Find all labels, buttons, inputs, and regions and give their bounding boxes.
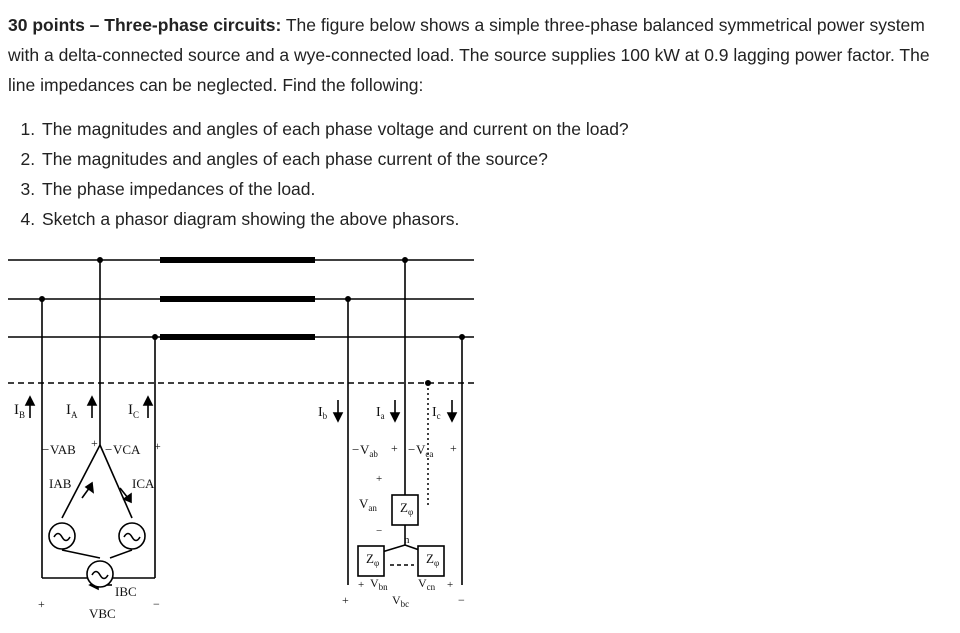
- source-branch-b-low: [62, 550, 100, 558]
- problem-points: 30 points – Three-phase circuits:: [8, 15, 282, 35]
- label-Zc: $Z_\varphi$: [426, 551, 440, 568]
- junction-dot: [97, 257, 103, 263]
- problem-statement: [8, 10, 954, 100]
- junction-dot: [402, 257, 408, 263]
- sign-plus: +: [91, 436, 98, 450]
- arrowhead: [144, 397, 152, 405]
- problem-text: [8, 10, 954, 234]
- circuit-figure: [0, 240, 480, 633]
- sign-plus: +: [38, 597, 45, 611]
- sign-plus: +: [358, 579, 365, 591]
- label-Zb: $Z_\varphi$: [366, 551, 380, 568]
- sign-plus: +: [154, 439, 161, 453]
- source-branch-c-low: [110, 550, 132, 558]
- label-VBC: VBC: [89, 606, 116, 621]
- sign-plus: +: [447, 579, 454, 591]
- junction-dot: [345, 296, 351, 302]
- label-neutral: n: [404, 534, 410, 546]
- label-VCA: VCA: [113, 442, 141, 457]
- arrowhead: [26, 397, 34, 405]
- sign-plus: +: [376, 473, 383, 485]
- sign-minus: −: [352, 442, 360, 457]
- label-IC: $I_C$: [128, 402, 140, 420]
- label-IAB: IAB: [49, 476, 72, 491]
- arrowhead: [391, 413, 399, 421]
- label-Za: $Z_\varphi$: [400, 500, 414, 517]
- problem-body: The figure below shows a simple three-phase balanced symmetrical power system with a delta-connected source and a wye-connected load. The source supplies 100 kW at 0.9 lagging power factor. The line impedances can be neglected. Find the following:: [8, 15, 930, 95]
- arrowhead: [334, 413, 342, 421]
- load-branch-b: [382, 545, 405, 552]
- label-Van: $V_{an}$: [359, 496, 377, 513]
- question-1: 1. The magnitudes and angles of each phase voltage and current on the load?: [40, 114, 954, 144]
- label-Ib: $I_b$: [318, 405, 328, 421]
- label-VAB: VAB: [50, 442, 76, 457]
- question-list: [8, 114, 954, 234]
- label-Vbn: $V_{bn}$: [370, 576, 388, 592]
- sign-plus: +: [450, 441, 457, 455]
- arrowhead: [448, 413, 456, 421]
- sign-minus: −: [408, 442, 416, 457]
- junction-dot: [152, 334, 158, 340]
- label-IBC: IBC: [115, 584, 137, 599]
- label-Vca: $V_{ca}$: [416, 442, 434, 459]
- sign-minus: −: [376, 525, 383, 537]
- question-4: 4. Sketch a phasor diagram showing the above phasors.: [40, 204, 954, 234]
- arrowhead: [88, 397, 96, 405]
- sign-minus: −: [458, 593, 465, 607]
- circuit-diagram: [0, 240, 480, 633]
- sign-minus: −: [42, 442, 50, 457]
- junction-dot: [459, 334, 465, 340]
- sign-plus: +: [342, 593, 349, 607]
- question-3: 3. The phase impedances of the load.: [40, 174, 954, 204]
- label-Ia: $I_a$: [376, 405, 385, 421]
- label-IB: $I_B$: [14, 402, 26, 420]
- label-IA: $I_A$: [66, 402, 78, 420]
- label-Ic: $I_c$: [432, 405, 441, 421]
- sign-plus: +: [391, 441, 398, 455]
- label-Vab: $V_{ab}$: [360, 442, 378, 459]
- label-Vcn: $V_{cn}$: [418, 576, 436, 592]
- label-Vbc: $V_{bc}$: [392, 593, 410, 609]
- label-ICA: ICA: [132, 476, 155, 491]
- junction-dot: [425, 380, 431, 386]
- sign-minus: −: [153, 597, 160, 611]
- question-2: 2. The magnitudes and angles of each phase current of the source?: [40, 144, 954, 174]
- junction-dot: [39, 296, 45, 302]
- sign-minus: −: [105, 442, 113, 457]
